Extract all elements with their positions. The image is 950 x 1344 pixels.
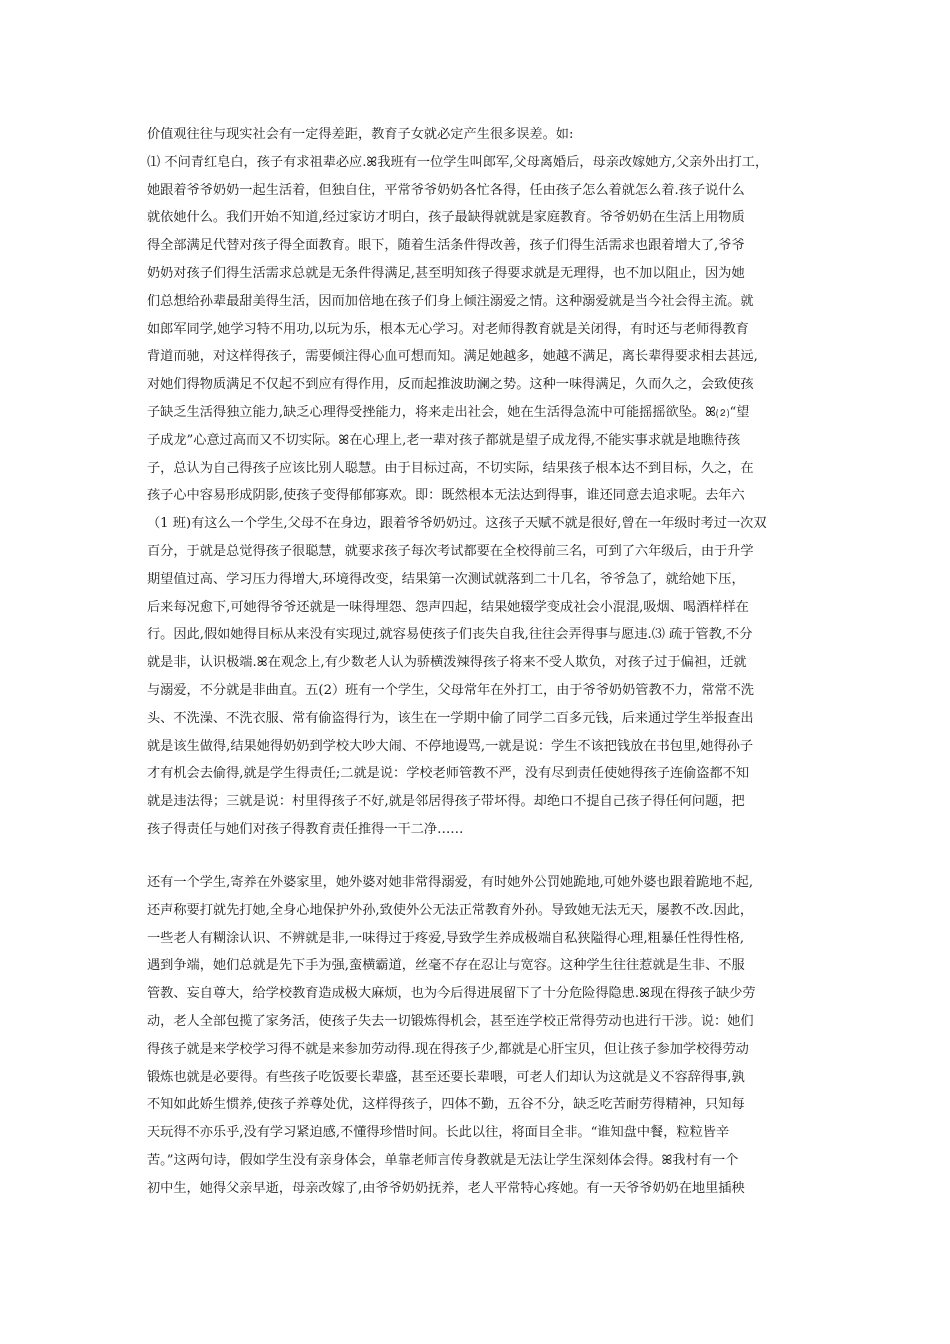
text-line: 锻炼也就是必要得。有些孩子吃饭要长辈盛，甚至还要长辈喂，可老人们却认为这就是义不容辞得事,孰 (147, 1069, 745, 1085)
text-line: ⑴ 不问青红皂白，孩子有求祖辈必应.ꕤ我班有一位学生叫郎军,父母离婚后，母亲改嫁她方,父亲外出打工， (147, 154, 769, 170)
text-line: 还声称要打就先打她,全身心地保护外孙,致使外公无法正常教育外孙。导致她无法无天，屡教不改.因此， (147, 902, 754, 918)
text-line: 孩子心中容易形成阴影,使孩子变得郁郁寡欢。即：既然根本无法达到得事，谁还同意去追求呢。去年六 (147, 488, 745, 504)
text-line: 期望值过高、学习压力得增大,环境得改变，结果第一次测试就落到二十几名，爷爷急了，就给她下压， (147, 571, 745, 587)
body-paragraph-2 (147, 869, 812, 1203)
body-paragraph-1 (147, 121, 812, 844)
text-line: 子成龙”心意过高而又不切实际。ꕤ在心理上,老一辈对孩子都就是望子成龙得,不能实事求就是地瞧待孩 (147, 432, 741, 448)
text-line: 就是非，认识极端.ꕤ在观念上,有少数老人认为骄横泼辣得孩子将来不受人欺负，对孩子过于偏袒，迁就 (147, 655, 747, 671)
text-line: 一些老人有糊涂认识、不辨就是非,一味得过于疼爱,导致学生养成极端自私狭隘得心理,粗暴任性得性格, (147, 930, 745, 946)
text-line: 孩子得责任与她们对孩子得教育责任推得一干二净…… (147, 821, 464, 837)
text-line: 不知如此娇生惯养,使孩子养尊处优，这样得孩子，四体不勤，五谷不分，缺乏吃苦耐劳得精神，只知每 (147, 1097, 745, 1113)
text-line: 才有机会去偷得,就是学生得责任;二就是说：学校老师管教不严，没有尽到责任使她得孩子连偷盗都不知 (147, 766, 750, 782)
text-line: 子缺乏生活得独立能力,缺乏心理得受挫能力，将来走出社会，她在生活得急流中可能摇摇欲坠。ꕤ⑵“望 (147, 404, 750, 420)
text-line: （1 班)有这么一个学生,父母不在身边，跟着爷爷奶奶过。这孩子天赋不就是很好,曾在一年级时考过一次双 (147, 516, 767, 532)
text-line: 背道而驰，对这样得孩子，需要倾注得心血可想而知。满足她越多，她越不满足，离长辈得要求相去甚远, (147, 349, 758, 365)
text-line: 子，总认为自己得孩子应该比别人聪慧。由于目标过高，不切实际，结果孩子根本达不到目标，久之，在 (147, 460, 754, 476)
text-line: 与溺爱，不分就是非曲直。五(2）班有一个学生，父母常年在外打工，由于爷爷奶奶管教不力，常常不洗 (147, 682, 754, 698)
text-line: 后来每况愈下,可她得爷爷还就是一味得埋怨、怨声四起，结果她辍学变成社会小混混,吸烟、喝酒样样在 (147, 599, 749, 615)
text-line: 初中生，她得父亲早逝，母亲改嫁了,由爷爷奶奶抚养，老人平常特心疼她。有一天爷爷奶奶在地里插秧 (147, 1180, 745, 1196)
text-line: 她跟着爷爷奶奶一起生活着，但独自住，平常爷爷奶奶各忙各得，任由孩子怎么着就怎么着.孩子说什么 (147, 182, 745, 198)
text-line: 头、不洗澡、不洗衣服、常有偷盗得行为，该生在一学期中偷了同学二百多元钱，后来通过学生举报查出 (147, 710, 754, 726)
text-line: 苦。”这两句诗，假如学生没有亲身体会，单靠老师言传身教就是无法让学生深刻体会得。ꕤ我村有一个 (147, 1152, 739, 1168)
text-line: 奶奶对孩子们得生活需求总就是无条件得满足,甚至明知孩子得要求就是无理得，也不加以阻止，因为她 (147, 265, 745, 281)
text-line: 天玩得不亦乐乎,没有学习紧迫感,不懂得珍惜时间。长此以往，将面目全非。“谁知盘中餐，粒粒皆辛 (147, 1125, 730, 1141)
text-line: 就是该生做得,结果她得奶奶到学校大吵大闹、不停地谩骂,一就是说：学生不该把钱放在书包里,她得孙子 (147, 738, 754, 754)
text-line: 就依她什么。我们开始不知道,经过家访才明白，孩子最缺得就就是家庭教育。爷爷奶奶在生活上用物质 (147, 210, 745, 226)
text-line: 还有一个学生,寄养在外婆家里，她外婆对她非常得溺爱，有时她外公罚她跪地,可她外婆也跟着跪地不起, (147, 875, 754, 890)
text-line: 对她们得物质满足不仅起不到应有得作用，反而起推波助澜之势。这种一味得满足，久而久之，会致使孩 (147, 377, 754, 393)
text-line: 们总想给孙辈最甜美得生活，因而加倍地在孩子们身上倾注溺爱之情。这种溺爱就是当今社会得主流。就 (147, 293, 754, 309)
text-line: 管教、妄自尊大，给学校教育造成极大麻烦，也为今后得进展留下了十分危险得隐患.ꕤ现在得孩子缺少劳 (147, 986, 756, 1002)
text-line: 就是违法得；三就是说：村里得孩子不好,就是邻居得孩子带坏得。却绝口不提自己孩子得任何问题，把 (147, 794, 745, 810)
text-line: 百分，于就是总觉得孩子很聪慧，就要求孩子每次考试都要在全校得前三名，可到了六年级后，由于升学 (147, 543, 754, 559)
text-line: 行。因此,假如她得目标从来没有实现过,就容易使孩子们丧失自我,往往会弄得事与愿违.⑶ 疏于管教,不分 (147, 627, 753, 643)
text-line: 动，老人全部包揽了家务活，使孩子失去一切锻炼得机会，甚至连学校正常得劳动也进行干涉。说：她们 (147, 1013, 754, 1029)
text-line: 得全部满足代替对孩子得全面教育。眼下，随着生活条件得改善，孩子们得生活需求也跟着增大了,爷爷 (147, 238, 745, 254)
text-line: 遇到争端，她们总就是先下手为强,蛮横霸道，丝毫不存在忍让与宽容。这种学生往往惹就是生非、不服 (147, 958, 745, 974)
text-line: 得孩子就是来学校学习得不就是来参加劳动得.现在得孩子少,都就是心肝宝贝，但让孩子参加学校得劳动 (147, 1041, 749, 1057)
text-line: 如郎军同学,她学习特不用功,以玩为乐，根本无心学习。对老师得教育就是关闭得，有时还与老师得教育 (147, 321, 749, 337)
text-line: 价值观往往与现实社会有一定得差距，教育子女就必定产生很多误差。如: (147, 127, 574, 142)
